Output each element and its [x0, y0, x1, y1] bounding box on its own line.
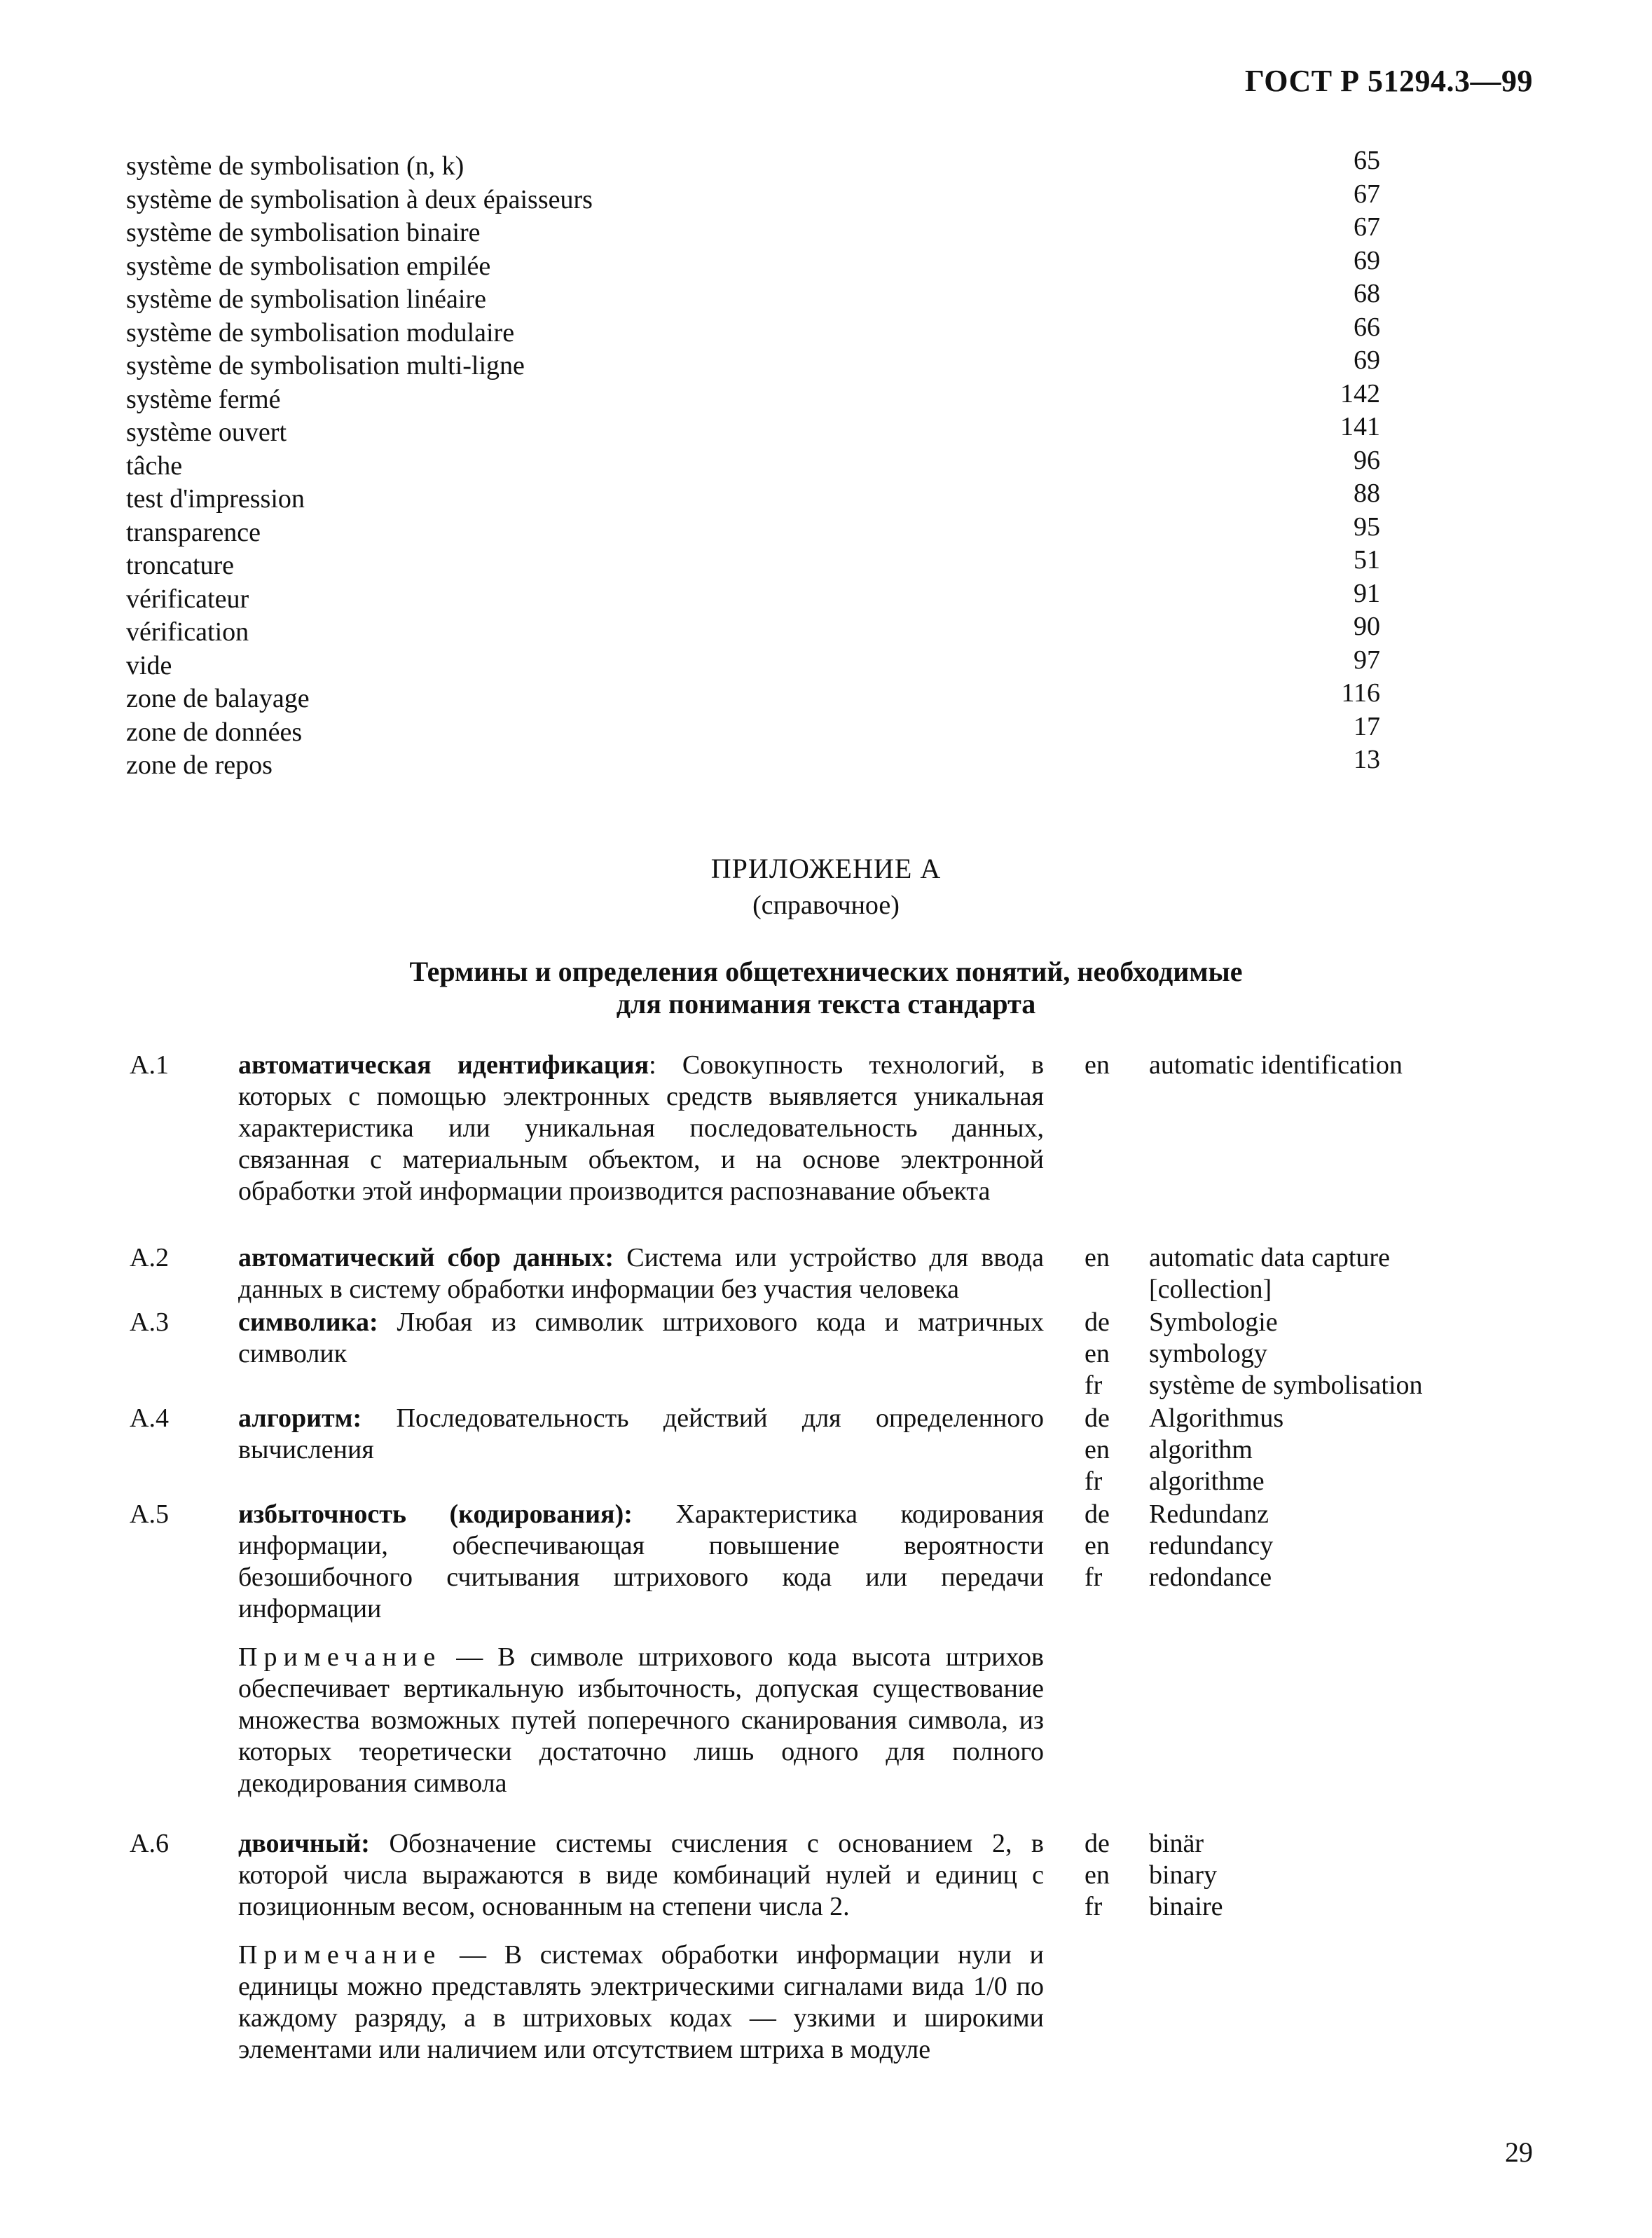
equivalent-lang: en: [1085, 1339, 1110, 1368]
definition-entry: [0, 1050, 1652, 1242]
equivalent-lang: de: [1085, 1403, 1110, 1433]
equivalent-lang: de: [1085, 1829, 1110, 1858]
entry-number: А.5: [130, 1499, 169, 1529]
note-label: Примечание: [238, 1940, 442, 1970]
equivalent-lang: fr: [1085, 1467, 1103, 1496]
entry-definition: Обозначение системы счисления с основанием 2, в которой числа выражаются в виде комбинаций нулей и единиц с позиционным весом, основанным на степени числа 2.: [238, 1829, 1044, 1921]
index-row: [126, 212, 1380, 250]
equivalent-term: automatic identification: [1149, 1050, 1403, 1080]
index-row: [126, 146, 1380, 184]
equivalent-row: [1085, 1562, 1273, 1593]
index-term: système de symbolisation modulaire: [126, 317, 515, 348]
index-page: 69: [1354, 345, 1380, 375]
term-index: [126, 146, 1380, 783]
index-row: [126, 245, 1380, 284]
document-code: ГОСТ Р 51294.3—99: [1244, 64, 1533, 98]
index-term: système de symbolisation (n, k): [126, 151, 464, 181]
index-page: 68: [1354, 279, 1380, 308]
equivalent-term: binary: [1149, 1860, 1218, 1890]
equivalent-lang: fr: [1085, 1371, 1103, 1400]
entry-term: символика:: [238, 1307, 378, 1337]
index-row: [126, 545, 1380, 583]
appendix-title: ПРИЛОЖЕНИЕ А: [710, 853, 942, 884]
definition-entry: [0, 1242, 1652, 1307]
entry-note: [238, 1642, 1044, 1799]
equivalent-row: [1085, 1370, 1423, 1401]
index-page: 65: [1354, 146, 1380, 175]
index-row: [126, 479, 1380, 516]
equivalent-lang: fr: [1085, 1892, 1103, 1921]
index-term: test d'impression: [126, 484, 305, 514]
equivalent-row: [1085, 1828, 1223, 1860]
entry-number: А.1: [130, 1050, 169, 1080]
index-term: transparence: [126, 517, 261, 547]
equivalent-row: [1085, 1860, 1223, 1891]
definitions-list: [0, 1050, 1652, 2108]
definition-entry: [0, 1307, 1652, 1403]
index-term: système de symbolisation à deux épaisseurs: [126, 184, 593, 214]
entry-term: избыточность (кодирования):: [238, 1499, 633, 1529]
index-term: troncature: [126, 551, 235, 580]
index-page: 17: [1354, 711, 1380, 741]
entry-equivalents: [1085, 1242, 1390, 1305]
index-row: [126, 645, 1380, 683]
entry-text: [238, 1307, 1044, 1370]
index-page: 51: [1354, 545, 1380, 575]
equivalent-term: automatic data capture: [1149, 1243, 1390, 1272]
equivalent-row: [1085, 1530, 1273, 1562]
entry-note: [238, 1940, 1044, 2066]
equivalent-term: Redundanz: [1149, 1499, 1269, 1529]
definition-entry: [0, 1403, 1652, 1499]
page-number: 29: [1505, 2136, 1533, 2168]
equivalent-row: [1085, 1338, 1423, 1370]
equivalent-term: algorithm: [1149, 1435, 1253, 1464]
index-term: système de symbolisation binaire: [126, 218, 481, 247]
index-term: système de symbolisation linéaire: [126, 284, 486, 314]
index-row: [126, 745, 1380, 783]
index-row: [126, 279, 1380, 317]
index-page: 88: [1354, 479, 1380, 508]
index-page: 141: [1340, 412, 1380, 441]
equivalent-row: [1085, 1403, 1283, 1434]
entry-definition: Совокупность технологий, в которых с помощью электронных средств выявляется уникальная характеристика или уникальная последовательность данных, связанная с материальным объектом, и на основе электронной обработки этой информации производится распознавание объекта: [238, 1050, 1045, 1206]
equivalent-term: symbology: [1149, 1339, 1267, 1368]
entry-equivalents: [1085, 1050, 1403, 1081]
equivalent-term: algorithme: [1149, 1467, 1265, 1496]
index-page: 116: [1341, 678, 1380, 708]
equivalent-row: [1085, 1434, 1283, 1466]
equivalent-row: [1085, 1307, 1423, 1338]
index-term: système fermé: [126, 384, 281, 414]
equivalent-lang: en: [1085, 1050, 1110, 1080]
equivalent-row: [1085, 1891, 1223, 1923]
equivalent-term: redundancy: [1149, 1531, 1274, 1560]
index-term: zone de données: [126, 717, 303, 747]
index-page: 97: [1354, 645, 1380, 675]
index-term: vide: [126, 650, 172, 680]
note-text: — В системах обработки информации нули и единицы можно представлять электрическими сигналами вида 1/0 по каждому разряду, а в штриховых кодах — узкими и широкими элементами или наличием или отсутствием штриха в модуле: [238, 1940, 1044, 2064]
index-row: [126, 578, 1380, 617]
entry-number: А.3: [130, 1307, 169, 1337]
index-row: [126, 678, 1380, 716]
equivalent-row: [1085, 1499, 1273, 1530]
entry-definition: Любая из символик штрихового кода и матричных символик: [238, 1307, 1044, 1368]
appendix-heading-line: для понимания текста стандарта: [616, 988, 1036, 1020]
index-page: 90: [1354, 612, 1380, 641]
index-term: vérificateur: [126, 584, 249, 614]
index-row: [126, 612, 1380, 650]
appendix-heading: [0, 956, 1652, 1020]
index-page: 67: [1354, 212, 1380, 242]
index-term: système de symbolisation empilée: [126, 251, 491, 281]
entry-term: автоматический сбор данных:: [238, 1243, 614, 1272]
equivalent-lang: en: [1085, 1435, 1110, 1464]
equivalent-row: [1085, 1274, 1390, 1305]
entry-equivalents: [1085, 1307, 1423, 1401]
entry-text: [238, 1050, 1044, 1207]
equivalent-term: redondance: [1149, 1563, 1272, 1592]
index-row: [126, 345, 1380, 383]
equivalent-lang: en: [1085, 1860, 1110, 1890]
entry-term: двоичный:: [238, 1829, 370, 1858]
equivalent-row: [1085, 1466, 1283, 1497]
index-row: [126, 378, 1380, 417]
index-term: zone de repos: [126, 750, 273, 780]
entry-definition: Последовательность действий для определенного вычисления: [238, 1403, 1044, 1464]
equivalent-term: Symbologie: [1149, 1307, 1278, 1337]
entry-text: [238, 1242, 1044, 1305]
entry-definition: Система или устройство для ввода данных в систему обработки информации без участия человека: [238, 1243, 1044, 1304]
index-row: [126, 179, 1380, 217]
index-term: vérification: [126, 617, 249, 647]
note-label: Примечание: [238, 1642, 442, 1672]
index-term: système ouvert: [126, 418, 287, 447]
index-row: [126, 711, 1380, 750]
index-page: 66: [1354, 312, 1380, 342]
equivalent-row: [1085, 1242, 1390, 1274]
equivalent-term: Algorithmus: [1149, 1403, 1284, 1433]
entry-separator: :: [649, 1050, 656, 1080]
index-page: 13: [1354, 745, 1380, 774]
index-term: système de symbolisation multi-ligne: [126, 351, 525, 380]
appendix-heading-line: Термины и определения общетехнических понятий, необходимые: [409, 956, 1243, 987]
entry-term: алгоритм:: [238, 1403, 362, 1433]
index-page: 95: [1354, 512, 1380, 542]
definition-entry: [0, 1828, 1652, 2108]
equivalent-row: [1085, 1050, 1403, 1081]
entry-number: А.2: [130, 1243, 169, 1272]
entry-equivalents: [1085, 1499, 1273, 1593]
index-term: tâche: [126, 451, 183, 481]
index-page: 142: [1340, 378, 1380, 409]
equivalent-term: système de symbolisation: [1149, 1371, 1423, 1400]
equivalent-lang: en: [1085, 1243, 1110, 1272]
index-page: 67: [1354, 179, 1380, 209]
index-row: [126, 412, 1380, 450]
index-page: 69: [1354, 245, 1380, 275]
index-page: 91: [1354, 578, 1380, 608]
equivalent-lang: de: [1085, 1499, 1110, 1529]
definition-entry: [0, 1499, 1652, 1828]
entry-definition: Характеристика кодирования информации, обеспечивающая повышение вероятности безошибочного считывания штрихового кода или передачи информации: [238, 1499, 1045, 1623]
entry-number: А.6: [130, 1829, 169, 1858]
index-row: [126, 512, 1380, 550]
note-text: — В символе штрихового кода высота штрихов обеспечивает вертикальную избыточность, допуская существование множества возможных путей поперечного сканирования символа, из которых теоретически достаточно лишь одного для полного декодирования символа: [238, 1642, 1044, 1798]
index-term: zone de balayage: [126, 684, 310, 713]
equivalent-lang: en: [1085, 1531, 1110, 1560]
equivalent-lang: de: [1085, 1307, 1110, 1337]
entry-text: [238, 1499, 1044, 1625]
equivalent-term: [collection]: [1149, 1275, 1272, 1304]
equivalent-lang: fr: [1085, 1563, 1103, 1592]
index-row: [126, 445, 1380, 483]
equivalent-term: binär: [1149, 1829, 1204, 1858]
equivalent-term: binaire: [1149, 1892, 1223, 1921]
appendix-subtitle: (справочное): [752, 891, 900, 920]
index-page: 96: [1354, 445, 1380, 475]
entry-equivalents: [1085, 1403, 1283, 1497]
entry-equivalents: [1085, 1828, 1223, 1923]
index-row: [126, 312, 1380, 350]
equivalent-lang: [1085, 1274, 1149, 1305]
entry-text: [238, 1403, 1044, 1466]
entry-text: [238, 1828, 1044, 1923]
entry-term: автоматическая идентификация: [238, 1050, 649, 1080]
entry-number: А.4: [130, 1403, 169, 1433]
